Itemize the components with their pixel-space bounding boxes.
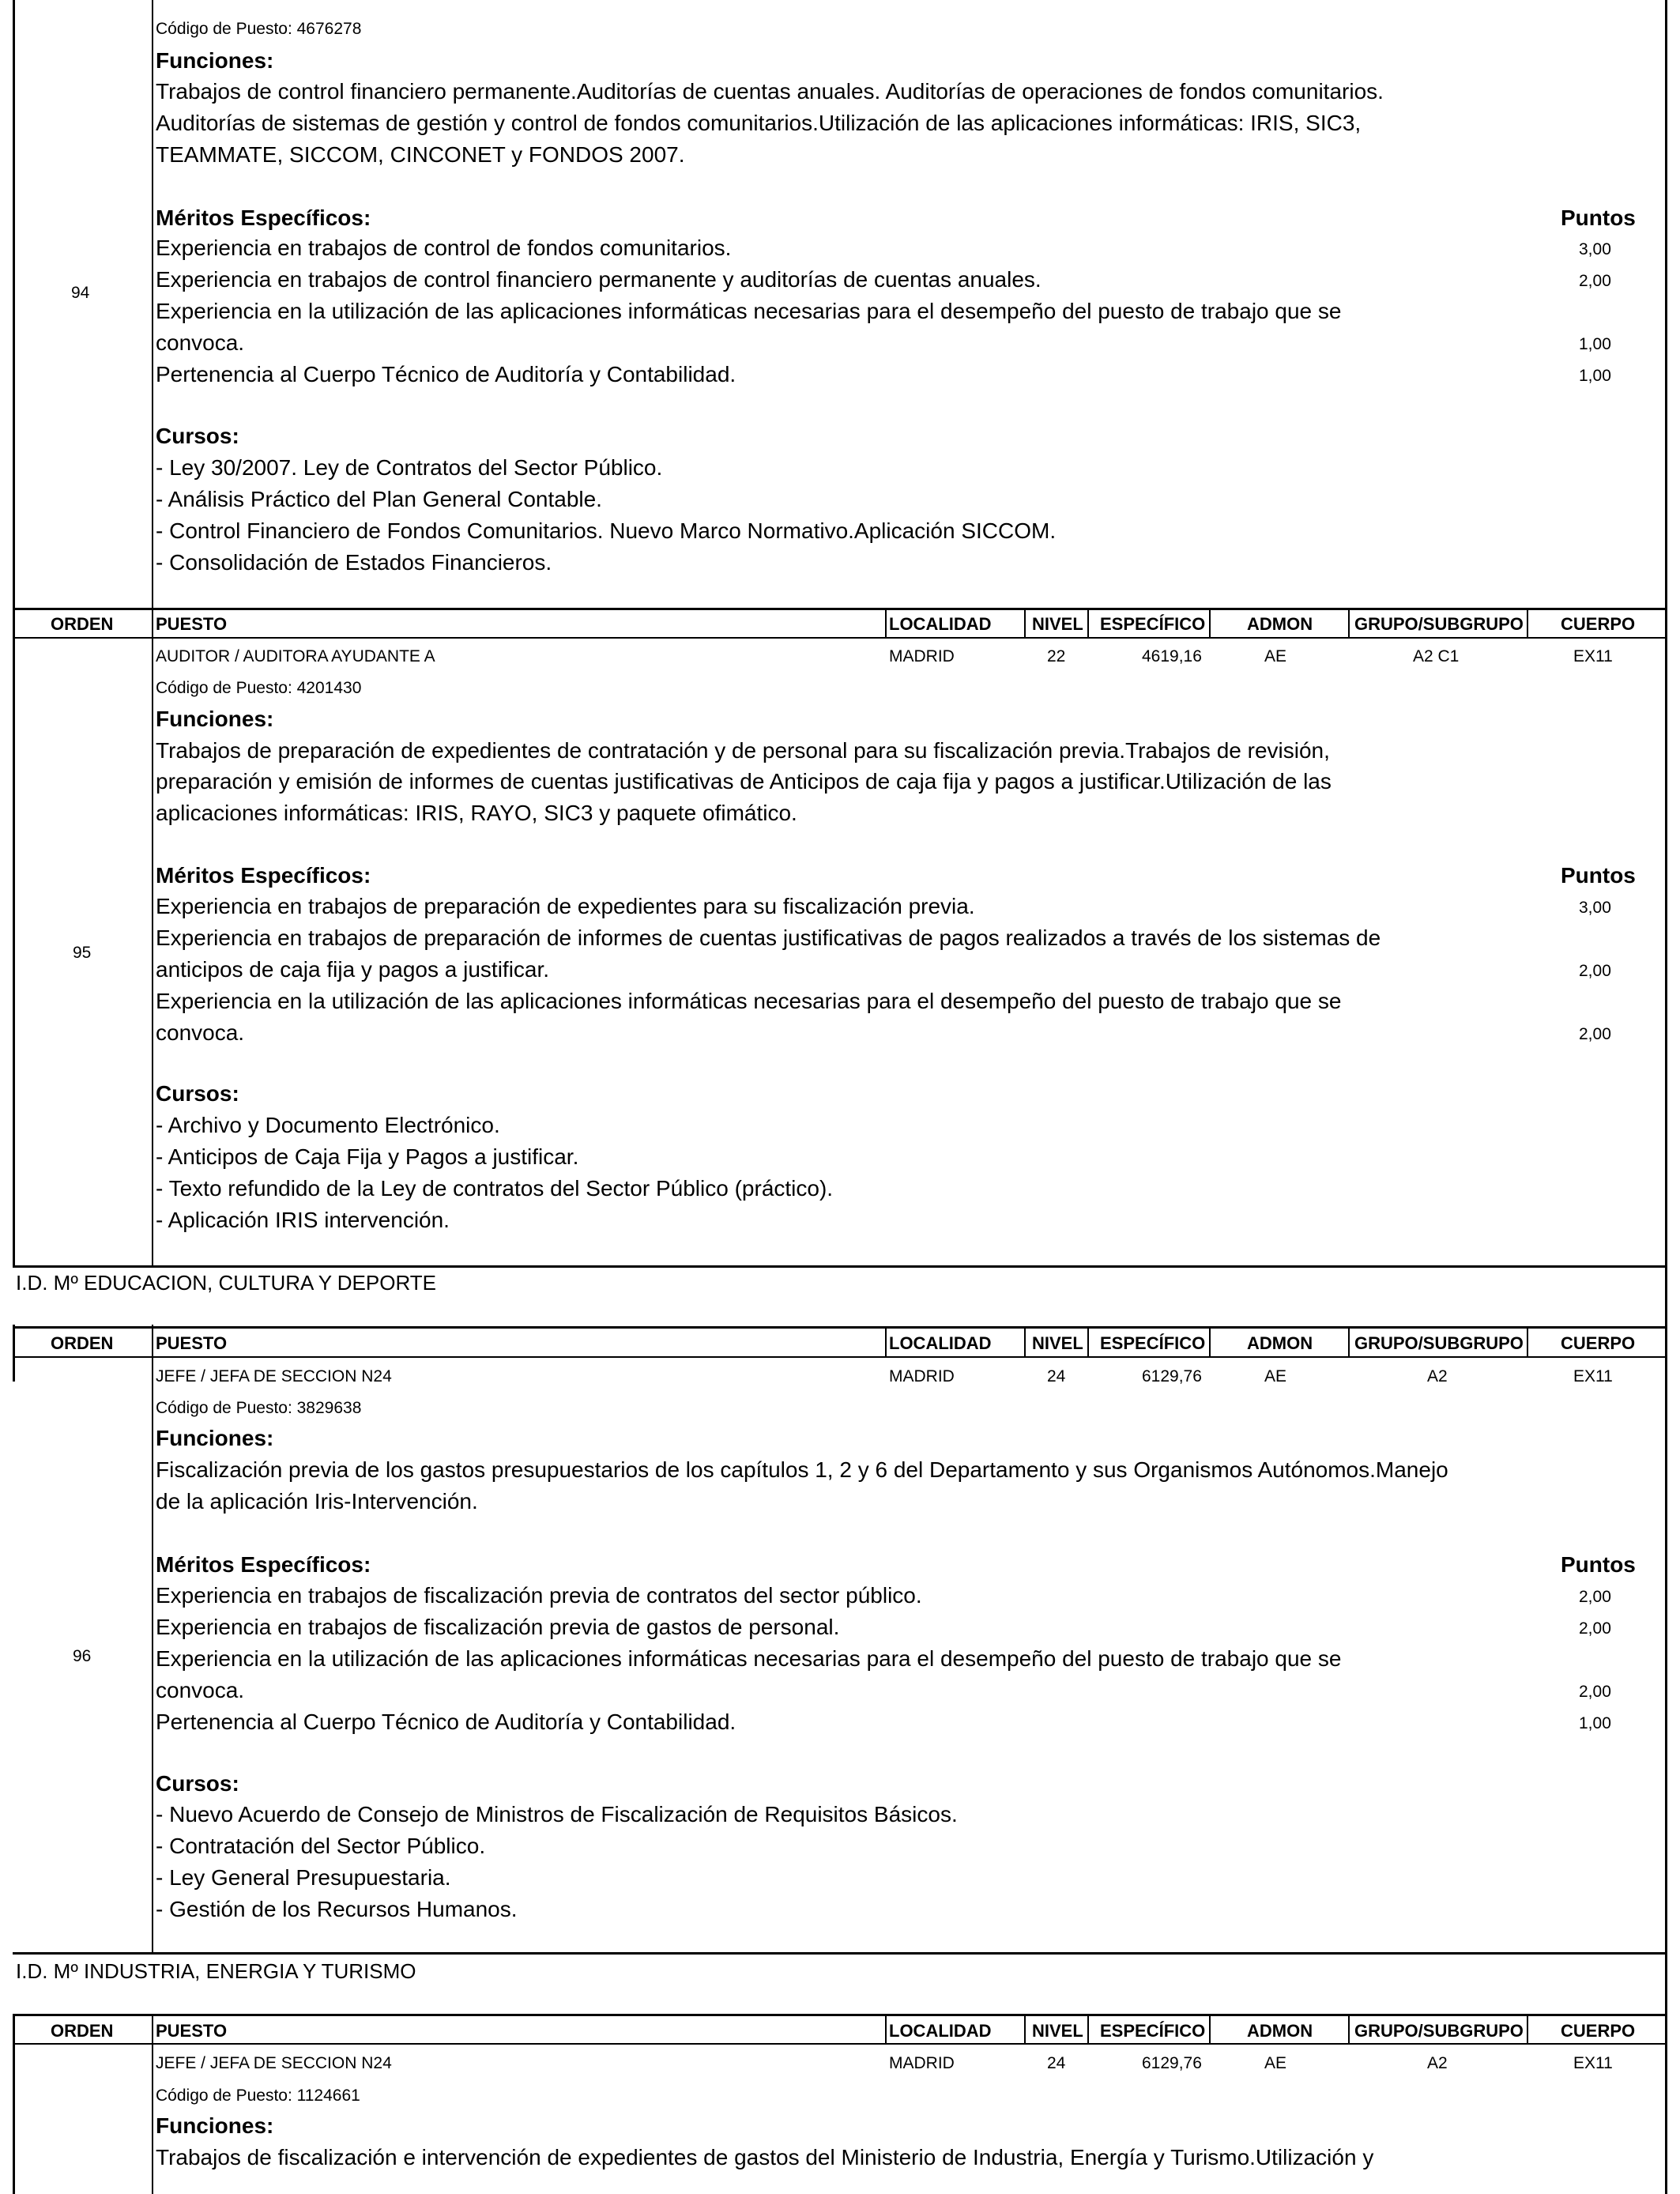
curso-item: - Gestión de los Recursos Humanos. bbox=[156, 1897, 518, 1921]
merito-text: Experiencia en trabajos de control financiero permanente y auditorías de cuentas anuales. bbox=[156, 267, 1042, 292]
funciones-line: Trabajos de fiscalización e intervención de expedientes de gastos del Ministerio de Industria, Energía y Turismo.Utilización y bbox=[156, 2145, 1374, 2169]
nivel: 24 bbox=[1047, 1367, 1066, 1385]
header-admon: ADMON bbox=[1247, 2021, 1313, 2041]
header-nivel: NIVEL bbox=[1032, 1333, 1083, 1353]
localidad: MADRID bbox=[889, 647, 955, 665]
merito-text: convoca. bbox=[156, 1020, 245, 1045]
meritos-label: Méritos Específicos: bbox=[156, 1552, 371, 1577]
header-cuerpo: CUERPO bbox=[1561, 614, 1636, 634]
orden-number: 96 bbox=[73, 1647, 92, 1665]
merito-text: Experiencia en trabajos de control de fondos comunitarios. bbox=[156, 236, 732, 260]
section-title: I.D. Mº INDUSTRIA, ENERGIA Y TURISMO bbox=[16, 1959, 416, 1983]
cuerpo: EX11 bbox=[1573, 1367, 1613, 1385]
orden-number: 94 bbox=[71, 284, 90, 302]
meritos-label: Méritos Específicos: bbox=[156, 863, 371, 888]
especifico: 6129,76 bbox=[1142, 1367, 1202, 1385]
meritos-label: Méritos Específicos: bbox=[156, 205, 371, 230]
funciones-label: Funciones: bbox=[156, 1426, 274, 1450]
row-rule bbox=[13, 608, 1667, 610]
row-rule bbox=[13, 637, 1667, 639]
left-border-line bbox=[13, 1325, 15, 1382]
orden-divider-line bbox=[152, 2014, 153, 2194]
grupo-subgrupo: A2 C1 bbox=[1413, 647, 1460, 665]
merito-text: Experiencia en trabajos de preparación de expedientes para su fiscalización previa. bbox=[156, 894, 975, 918]
merito-points: 1,00 bbox=[1579, 1714, 1611, 1732]
header-cuerpo: CUERPO bbox=[1561, 1333, 1636, 1353]
cuerpo: EX11 bbox=[1573, 2054, 1613, 2072]
funciones-label: Funciones: bbox=[156, 707, 274, 731]
puesto-name: JEFE / JEFA DE SECCION N24 bbox=[156, 1367, 392, 1385]
curso-item: - Aplicación IRIS intervención. bbox=[156, 1208, 450, 1232]
header-orden: ORDEN bbox=[51, 614, 114, 634]
funciones-line: TEAMMATE, SICCOM, CINCONET y FONDOS 2007. bbox=[156, 142, 685, 167]
header-orden: ORDEN bbox=[51, 1333, 114, 1353]
funciones-line: aplicaciones informáticas: IRIS, RAYO, SIC3 y paquete ofimático. bbox=[156, 801, 797, 825]
header-grupo: GRUPO/SUBGRUPO bbox=[1354, 1333, 1524, 1353]
header-puesto: PUESTO bbox=[156, 2021, 228, 2041]
header-grupo: GRUPO/SUBGRUPO bbox=[1354, 614, 1524, 634]
cursos-label: Cursos: bbox=[156, 424, 239, 448]
merito-points: 1,00 bbox=[1579, 367, 1611, 385]
curso-item: - Anticipos de Caja Fija y Pagos a justificar. bbox=[156, 1144, 579, 1169]
localidad: MADRID bbox=[889, 2054, 955, 2072]
row-rule bbox=[13, 1265, 1667, 1268]
right-border-line bbox=[1665, 0, 1667, 2194]
merito-text: Experiencia en trabajos de preparación de informes de cuentas justificativas de pagos realizados a través de los sistemas de bbox=[156, 925, 1381, 950]
merito-points: 1,00 bbox=[1579, 335, 1611, 353]
left-border-line bbox=[13, 0, 15, 1268]
header-nivel: NIVEL bbox=[1032, 2021, 1083, 2041]
header-localidad: LOCALIDAD bbox=[889, 614, 992, 634]
header-puesto: PUESTO bbox=[156, 614, 228, 634]
row-rule bbox=[13, 1326, 1667, 1329]
nivel: 24 bbox=[1047, 2054, 1066, 2072]
merito-points: 2,00 bbox=[1579, 1619, 1611, 1638]
section-title: I.D. Mº EDUCACION, CULTURA Y DEPORTE bbox=[16, 1271, 436, 1295]
funciones-line: Trabajos de preparación de expedientes de contratación y de personal para su fiscalización previa.Trabajos de revisión, bbox=[156, 738, 1330, 763]
admon: AE bbox=[1264, 2054, 1287, 2072]
header-especifico: ESPECÍFICO bbox=[1100, 1333, 1206, 1353]
funciones-line: Auditorías de sistemas de gestión y control de fondos comunitarios.Utilización de las aplicaciones informáticas: IRIS, SIC3, bbox=[156, 111, 1362, 135]
orden-number: 95 bbox=[73, 944, 92, 962]
row-rule bbox=[13, 1356, 1667, 1358]
merito-text: convoca. bbox=[156, 1678, 245, 1702]
header-nivel: NIVEL bbox=[1032, 614, 1083, 634]
funciones-label: Funciones: bbox=[156, 2113, 274, 2138]
header-grupo: GRUPO/SUBGRUPO bbox=[1354, 2021, 1524, 2041]
localidad: MADRID bbox=[889, 1367, 955, 1385]
merito-text: Experiencia en la utilización de las aplicaciones informáticas necesarias para el desempeño del puesto de trabajo que se bbox=[156, 989, 1342, 1013]
curso-item: - Nuevo Acuerdo de Consejo de Ministros de Fiscalización de Requisitos Básicos. bbox=[156, 1802, 958, 1826]
merito-text: Experiencia en trabajos de fiscalización previa de contratos del sector público. bbox=[156, 1583, 922, 1608]
codigo-puesto: Código de Puesto: 3829638 bbox=[156, 1399, 362, 1417]
header-especifico: ESPECÍFICO bbox=[1100, 614, 1206, 634]
cuerpo: EX11 bbox=[1573, 647, 1613, 665]
puntos-label: Puntos bbox=[1561, 863, 1636, 888]
merito-text: Experiencia en trabajos de fiscalización previa de gastos de personal. bbox=[156, 1615, 840, 1639]
header-localidad: LOCALIDAD bbox=[889, 1333, 992, 1353]
merito-text: convoca. bbox=[156, 330, 245, 355]
header-cuerpo: CUERPO bbox=[1561, 2021, 1636, 2041]
funciones-line: Trabajos de control financiero permanente.Auditorías de cuentas anuales. Auditorías de operaciones de fondos comunitarios. bbox=[156, 79, 1384, 104]
admon: AE bbox=[1264, 1367, 1287, 1385]
curso-item: - Ley 30/2007. Ley de Contratos del Sector Público. bbox=[156, 455, 663, 480]
codigo-puesto: Código de Puesto: 4201430 bbox=[156, 679, 362, 697]
header-admon: ADMON bbox=[1247, 1333, 1313, 1353]
merito-text: Pertenencia al Cuerpo Técnico de Auditoría y Contabilidad. bbox=[156, 1710, 736, 1734]
merito-points: 2,00 bbox=[1579, 1683, 1611, 1701]
especifico: 6129,76 bbox=[1142, 2054, 1202, 2072]
curso-item: - Archivo y Documento Electrónico. bbox=[156, 1113, 500, 1137]
cursos-label: Cursos: bbox=[156, 1771, 239, 1796]
row-rule bbox=[13, 2014, 1667, 2016]
header-puesto: PUESTO bbox=[156, 1333, 228, 1353]
nivel: 22 bbox=[1047, 647, 1066, 665]
grupo-subgrupo: A2 bbox=[1427, 2054, 1448, 2072]
codigo-puesto: Código de Puesto: 4676278 bbox=[156, 20, 362, 38]
left-border-line bbox=[13, 2014, 15, 2194]
puntos-label: Puntos bbox=[1561, 1552, 1636, 1577]
admon: AE bbox=[1264, 647, 1287, 665]
funciones-line: Fiscalización previa de los gastos presupuestarios de los capítulos 1, 2 y 6 del Departamento y sus Organismos Autónomos.Manejo bbox=[156, 1457, 1448, 1482]
header-especifico: ESPECÍFICO bbox=[1100, 2021, 1206, 2041]
puesto-name: JEFE / JEFA DE SECCION N24 bbox=[156, 2054, 392, 2072]
puesto-name: AUDITOR / AUDITORA AYUDANTE A bbox=[156, 647, 435, 665]
orden-divider-line bbox=[152, 0, 153, 1268]
curso-item: - Análisis Práctico del Plan General Contable. bbox=[156, 487, 602, 511]
merito-text: anticipos de caja fija y pagos a justificar. bbox=[156, 957, 550, 982]
merito-points: 2,00 bbox=[1579, 962, 1611, 980]
header-localidad: LOCALIDAD bbox=[889, 2021, 992, 2041]
header-admon: ADMON bbox=[1247, 614, 1313, 634]
codigo-puesto: Código de Puesto: 1124661 bbox=[156, 2087, 360, 2105]
cursos-label: Cursos: bbox=[156, 1081, 239, 1106]
funciones-line: de la aplicación Iris-Intervención. bbox=[156, 1489, 478, 1514]
merito-points: 2,00 bbox=[1579, 1588, 1611, 1606]
curso-item: - Consolidación de Estados Financieros. bbox=[156, 550, 552, 575]
merito-text: Experiencia en la utilización de las aplicaciones informáticas necesarias para el desempeño del puesto de trabajo que se bbox=[156, 1646, 1342, 1671]
merito-text: Pertenencia al Cuerpo Técnico de Auditoría y Contabilidad. bbox=[156, 362, 736, 386]
puntos-label: Puntos bbox=[1561, 205, 1636, 230]
merito-points: 3,00 bbox=[1579, 240, 1611, 258]
merito-points: 3,00 bbox=[1579, 899, 1611, 917]
curso-item: - Texto refundido de la Ley de contratos del Sector Público (práctico). bbox=[156, 1176, 834, 1201]
curso-item: - Contratación del Sector Público. bbox=[156, 1834, 486, 1858]
header-orden: ORDEN bbox=[51, 2021, 114, 2041]
grupo-subgrupo: A2 bbox=[1427, 1367, 1448, 1385]
merito-points: 2,00 bbox=[1579, 1025, 1611, 1043]
row-rule bbox=[13, 2043, 1667, 2045]
funciones-line: preparación y emisión de informes de cuentas justificativas de Anticipos de caja fija y pagos a justificar.Utilización de las bbox=[156, 769, 1332, 794]
merito-points: 2,00 bbox=[1579, 272, 1611, 290]
funciones-label: Funciones: bbox=[156, 48, 274, 73]
curso-item: - Control Financiero de Fondos Comunitarios. Nuevo Marco Normativo.Aplicación SICCOM. bbox=[156, 518, 1057, 543]
row-rule bbox=[13, 1952, 1667, 1955]
orden-divider-line bbox=[152, 1325, 153, 1952]
merito-text: Experiencia en la utilización de las aplicaciones informáticas necesarias para el desempeño del puesto de trabajo que se bbox=[156, 299, 1342, 323]
especifico: 4619,16 bbox=[1142, 647, 1202, 665]
curso-item: - Ley General Presupuestaria. bbox=[156, 1865, 451, 1890]
